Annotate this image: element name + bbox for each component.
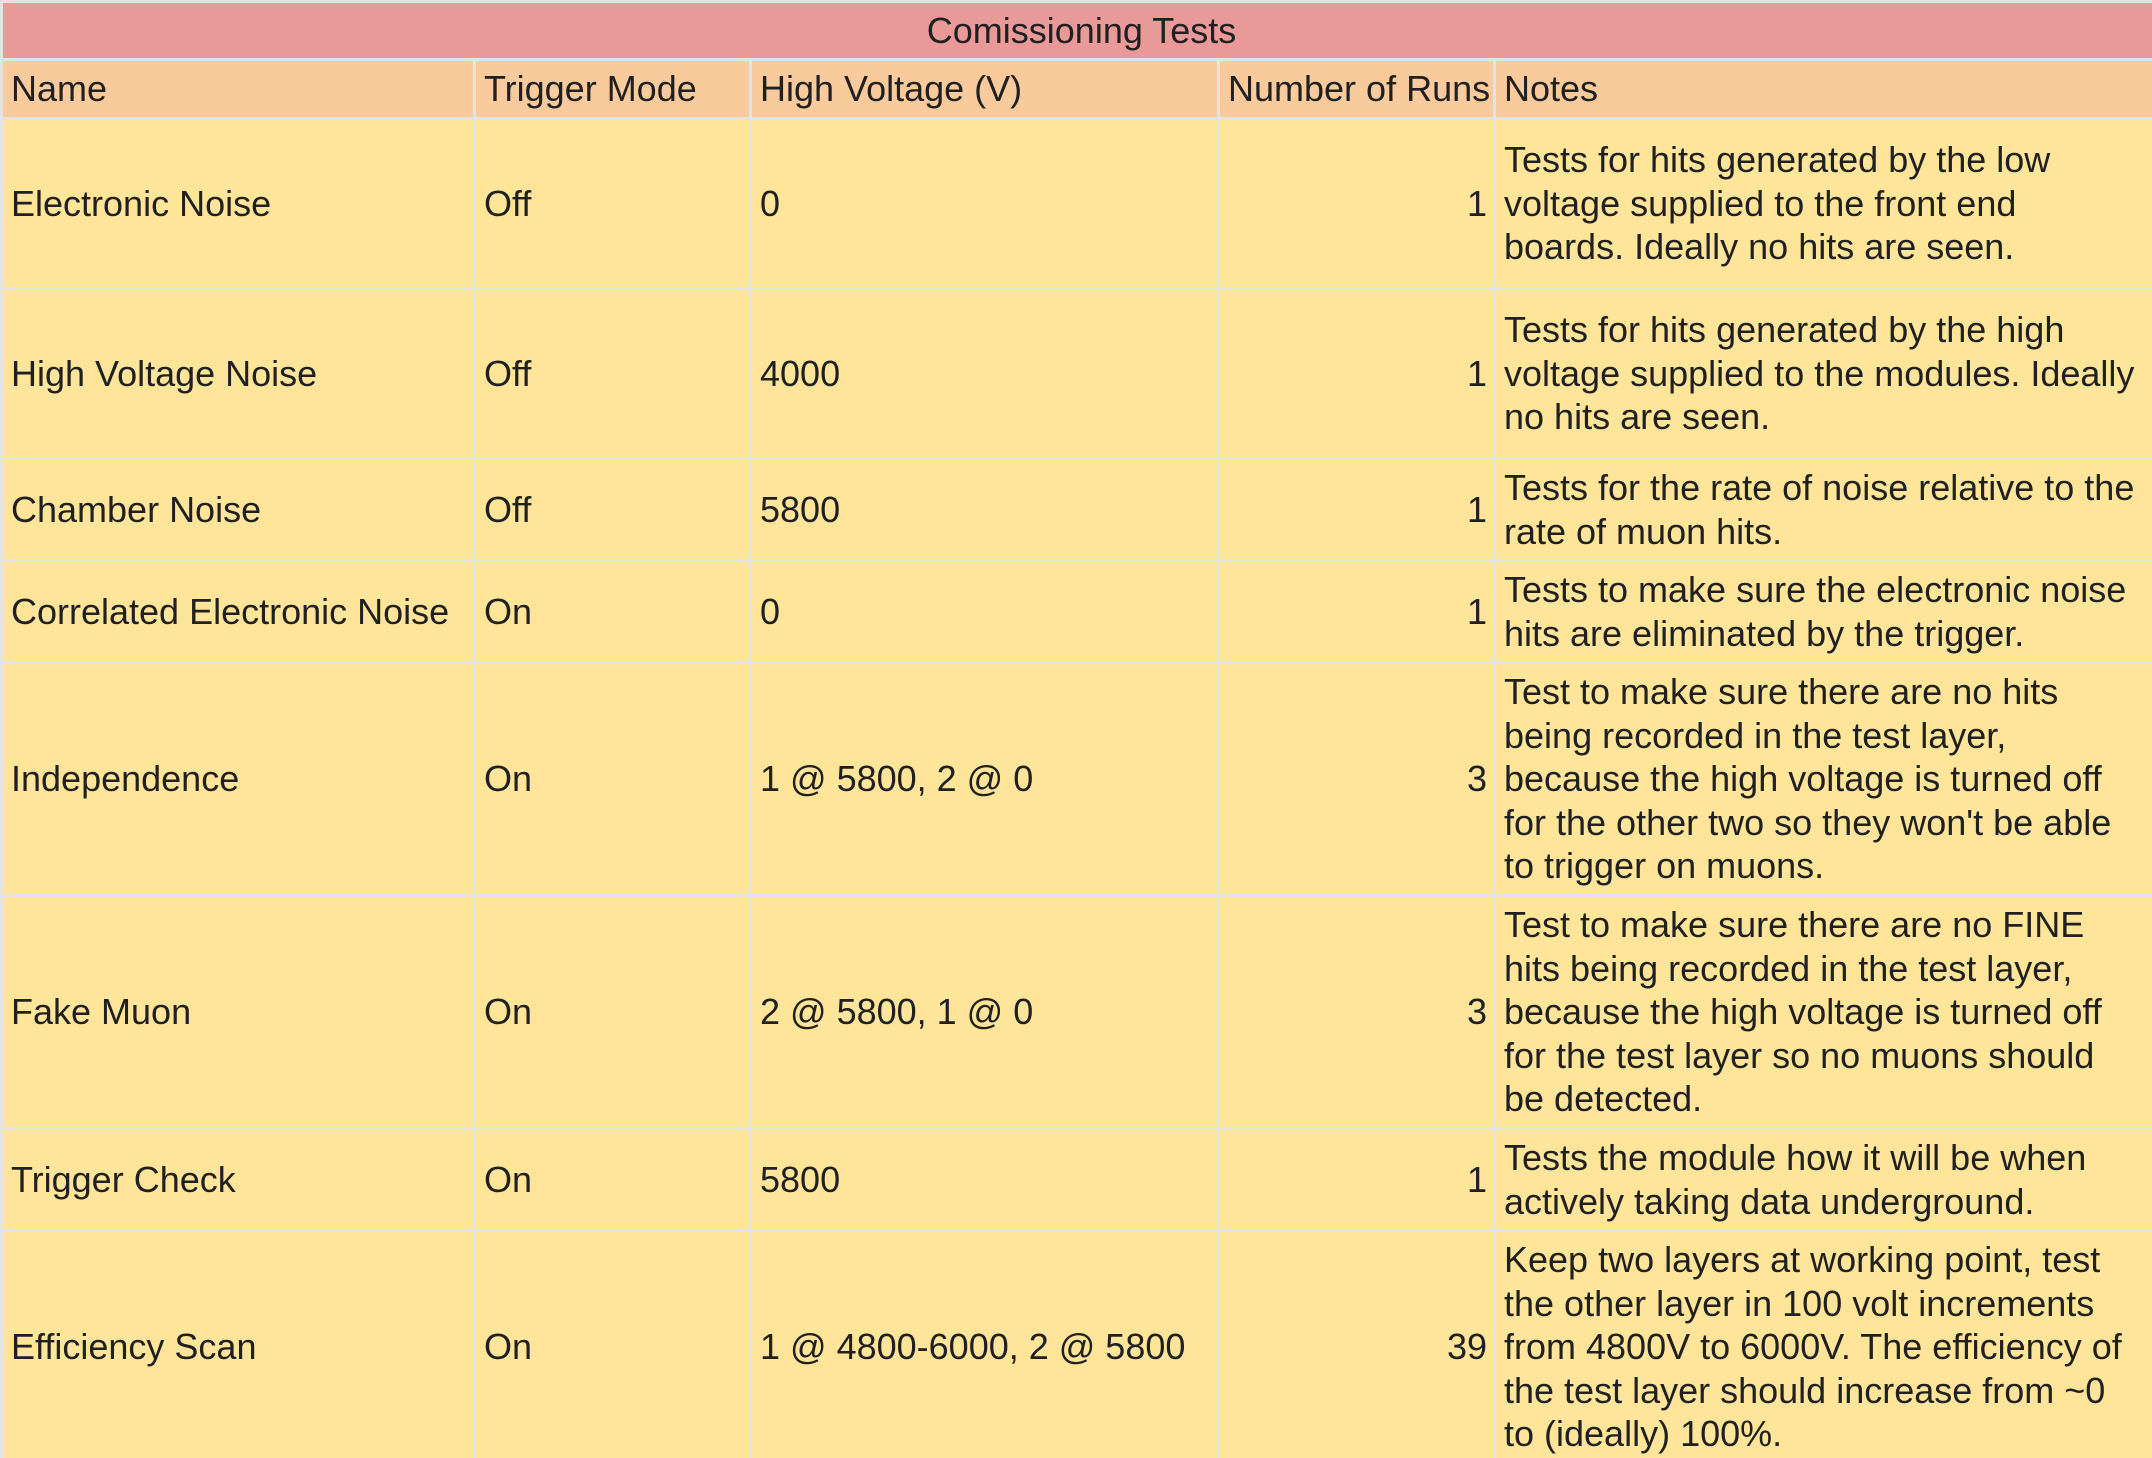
cell-number-of-runs[interactable]: 3 (1219, 663, 1495, 896)
cell-notes[interactable] (1495, 1231, 2152, 1458)
cell-name[interactable]: Correlated Electronic Noise (2, 561, 475, 663)
cell-name[interactable]: Chamber Noise (2, 459, 475, 561)
table-row (2, 119, 2152, 289)
notes-text: Tests for the rate of noise relative to the rate of muon hits. (1504, 466, 2135, 552)
header-row (2, 60, 2152, 119)
notes-text: Keep two layers at working point, test the other layer in 100 volt increments from 4800V to 6000V. The efficiency of the test layer should increase from ~0 to (ideally) 100%. (1504, 1239, 2122, 1455)
table-row (2, 1231, 2152, 1458)
cell-high-voltage[interactable]: 4000 (751, 289, 1219, 459)
table-row (2, 289, 2152, 459)
table-row (2, 1129, 2152, 1231)
cell-high-voltage[interactable]: 1 @ 4800-6000, 2 @ 5800 (751, 1231, 1219, 1458)
table-row (2, 896, 2152, 1129)
cell-trigger-mode[interactable]: On (475, 663, 751, 896)
cell-high-voltage[interactable]: 5800 (751, 459, 1219, 561)
cell-number-of-runs[interactable]: 1 (1219, 459, 1495, 561)
column-header-notes[interactable]: Notes (1495, 60, 2152, 119)
cell-name[interactable]: Trigger Check (2, 1129, 475, 1231)
cell-high-voltage[interactable]: 5800 (751, 1129, 1219, 1231)
column-header-trigger-mode[interactable]: Trigger Mode (475, 60, 751, 119)
cell-name[interactable]: Efficiency Scan (2, 1231, 475, 1458)
cell-trigger-mode[interactable]: On (475, 1129, 751, 1231)
cell-notes[interactable] (1495, 663, 2152, 896)
cell-number-of-runs[interactable]: 1 (1219, 119, 1495, 289)
table-row (2, 561, 2152, 663)
cell-number-of-runs[interactable]: 1 (1219, 561, 1495, 663)
cell-number-of-runs[interactable]: 1 (1219, 289, 1495, 459)
cell-name[interactable]: High Voltage Noise (2, 289, 475, 459)
notes-text: Tests for hits generated by the low voltage supplied to the front end boards. Ideally no hits are seen. (1504, 139, 2051, 268)
cell-name[interactable]: Fake Muon (2, 896, 475, 1129)
cell-notes[interactable] (1495, 459, 2152, 561)
notes-text: Tests for hits generated by the high voltage supplied to the modules. Ideally no hits are seen. (1504, 309, 2135, 438)
cell-notes[interactable] (1495, 896, 2152, 1129)
cell-notes[interactable] (1495, 289, 2152, 459)
cell-name[interactable]: Electronic Noise (2, 119, 475, 289)
cell-number-of-runs[interactable]: 3 (1219, 896, 1495, 1129)
table-row (2, 663, 2152, 896)
notes-text: Test to make sure there are no hits being recorded in the test layer, because the high voltage is turned off for the other two so they won't be able to trigger on muons. (1504, 671, 2112, 887)
cell-notes[interactable] (1495, 561, 2152, 663)
cell-trigger-mode[interactable]: On (475, 561, 751, 663)
cell-number-of-runs[interactable]: 1 (1219, 1129, 1495, 1231)
notes-text: Tests to make sure the electronic noise hits are eliminated by the trigger. (1504, 568, 2127, 654)
cell-trigger-mode[interactable]: Off (475, 459, 751, 561)
title-row (2, 2, 2152, 60)
cell-name[interactable]: Independence (2, 663, 475, 896)
cell-trigger-mode[interactable]: On (475, 1231, 751, 1458)
column-header-number-of-runs[interactable]: Number of Runs (1219, 60, 1495, 119)
cell-high-voltage[interactable]: 2 @ 5800, 1 @ 0 (751, 896, 1219, 1129)
cell-number-of-runs[interactable]: 39 (1219, 1231, 1495, 1458)
column-header-name[interactable]: Name (2, 60, 475, 119)
table-title[interactable]: Comissioning Tests (2, 2, 2152, 60)
table-row (2, 459, 2152, 561)
column-header-high-voltage[interactable]: High Voltage (V) (751, 60, 1219, 119)
cell-high-voltage[interactable]: 0 (751, 119, 1219, 289)
cell-trigger-mode[interactable]: Off (475, 289, 751, 459)
cell-notes[interactable] (1495, 1129, 2152, 1231)
cell-trigger-mode[interactable]: On (475, 896, 751, 1129)
notes-text: Test to make sure there are no FINE hits being recorded in the test layer, because the high voltage is turned off for the test layer so no muons should be detected. (1504, 904, 2102, 1120)
cell-high-voltage[interactable]: 1 @ 5800, 2 @ 0 (751, 663, 1219, 896)
cell-high-voltage[interactable]: 0 (751, 561, 1219, 663)
notes-text: Tests the module how it will be when actively taking data underground. (1504, 1136, 2087, 1222)
cell-notes[interactable] (1495, 119, 2152, 289)
cell-trigger-mode[interactable]: Off (475, 119, 751, 289)
